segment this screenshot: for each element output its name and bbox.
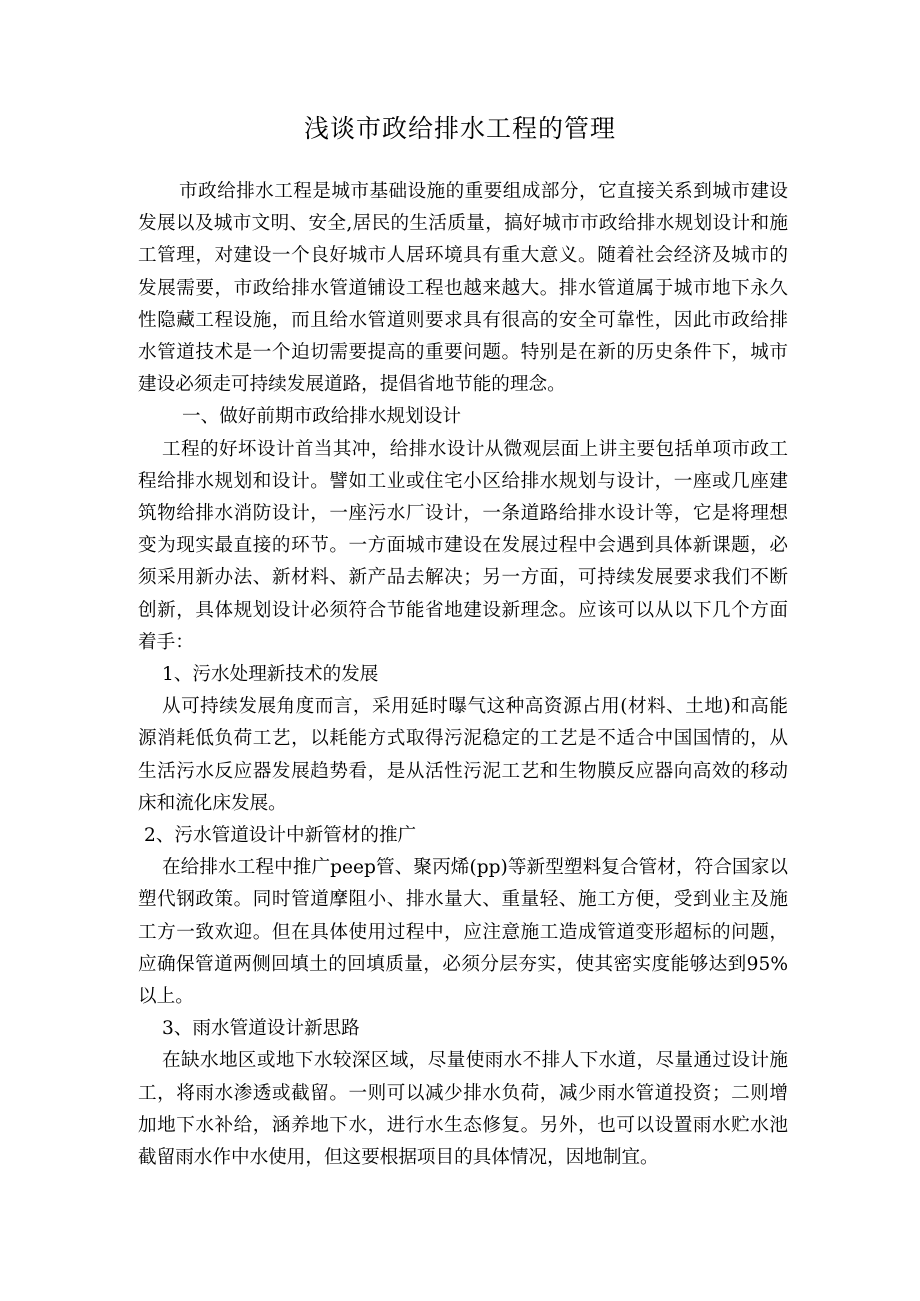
subheading-1-paragraph: 从可持续发展角度而言，采用延时曝气这种高资源占用(材料、土地)和高能源消耗低负荷工艺，以耗能方式取得污泥稳定的工艺是不适合中国国情的，从生活污水反应器发展趋势看，是从活性污泥工艺和生物膜反应器向高效的移动床和流化床发展。	[138, 696, 788, 814]
document-body	[138, 176, 788, 1174]
subheading-2: 2、污水管道设计中新管材的推广	[144, 825, 417, 847]
subheading-3-paragraph: 在缺水地区或地下水较深区域，尽量使雨水不排人下水道，尽量通过设计施工，将雨水渗透或截留。一则可以减少排水负荷，减少雨水管道投资；二则增加地下水补给，涵养地下水，进行水生态修复。另外，也可以设置雨水贮水池截留雨水作中水使用，但这要根据项目的具体情况，因地制宜。	[138, 1050, 788, 1169]
subheading-3: 3、雨水管道设计新思路	[162, 1018, 360, 1040]
section-1-paragraph: 工程的好坏设计首当其冲，给排水设计从微观层面上讲主要包括单项市政工程给排水规划和设计。譬如工业或住宅小区给排水规划与设计，一座或几座建筑物给排水消防设计，一座污水厂设计，一条道路给排水设计等，它是将理想变为现实最直接的环节。一方面城市建设在发展过程中会遇到具体新课题，必须采用新办法、新材料、新产品去解决；另一方面，可持续发展要求我们不断创新，具体规划设计必须符合节能省地建设新理念。应该可以从以下几个方面着手：	[138, 438, 788, 653]
page-title: 浅谈市政给排水工程的管理	[303, 114, 616, 143]
intro-paragraph: 市政给排水工程是城市基础设施的重要组成部分，它直接关系到城市建设发展以及城市文明、安全,居民的生活质量，搞好城市市政给排水规划设计和施工管理，对建设一个良好城市人居环境具有重大意义。随着社会经济及城市的发展需要，市政给排水管道铺设工程也越来越大。排水管道属于城市地下永久性隐藏工程设施，而且给水管道则要求具有很高的安全可靠性，因此市政给排水管道技术是一个迫切需要提高的重要问题。特别是在新的历史条件下，城市建设必须走可持续发展道路，提倡省地节能的理念。	[138, 181, 788, 396]
subheading-1: 1、污水处理新技术的发展	[162, 664, 379, 686]
subheading-2-paragraph: 在给排水工程中推广peep管、聚丙烯(pp)等新型塑料复合管材，符合国家以塑代钢政策。同时管道摩阻小、排水量大、重量轻、施工方便，受到业主及施工方一致欢迎。但在具体使用过程中，应注意施工造成管道变形超标的问题，应确保管道两侧回填土的回填质量，必须分层夯实，使其密实度能够达到95%以上。	[138, 857, 788, 1008]
section-heading-1: 一、做好前期市政给排水规划设计	[182, 406, 461, 428]
